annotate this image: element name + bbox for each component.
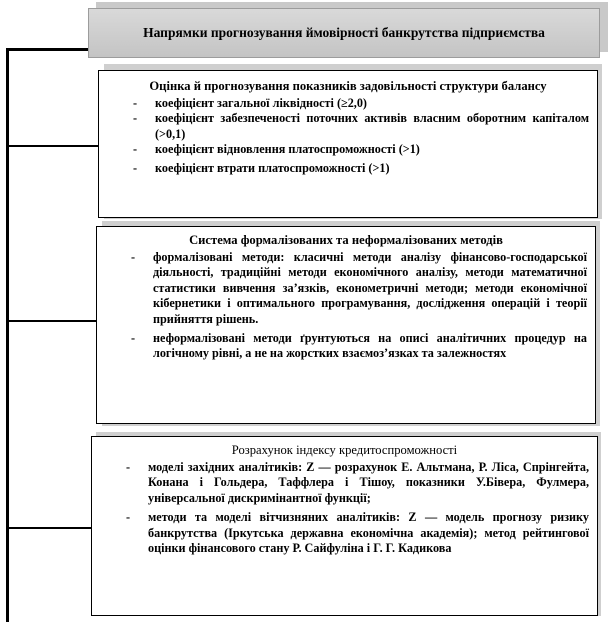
connector-line-vertical [6, 48, 9, 622]
panel-balance-structure [98, 70, 598, 218]
list-item: - коефіцієнт загальної ліквідності (≥2,0) [107, 96, 589, 111]
connector-line-panel-3 [6, 527, 98, 529]
panel-methods [96, 226, 596, 424]
panel-3-title: Розрахунок індексу кредитоспроможності [231, 443, 458, 457]
list-item: - методи та моделі вітчизняних аналітиків: Z — модель прогнозу ризику банкрутства (Іркутська державна економічна академія); метод рейтингової оцінки фінансового стану Р. Сайфуліна і Г. Г. Кадикова [100, 510, 589, 556]
header-face [88, 8, 600, 58]
list-item: - коефіцієнт втрати платоспроможності (>1) [107, 161, 589, 176]
panel-3-list [100, 460, 589, 556]
header-box [88, 8, 600, 58]
panel-2-title: Система формалізованих та неформалізованих методів [189, 233, 503, 247]
panel-1-title: Оцінка й прогнозування показників задовільності структури балансу [149, 79, 547, 93]
list-item: - формалізовані методи: класичні методи аналізу фінансово-господарської діяльності, традиційні методи економічного аналізу, методи математичної статистики вивчення за’язків, економетричні методи; методи економічної кібернетики і оптимального програмування, дослідження операцій і теорії прийняття рішень. [105, 250, 587, 327]
list-item: - коефіцієнт відновлення платоспроможності (>1) [107, 142, 589, 157]
connector-line-panel-2 [6, 320, 98, 322]
header-title: Напрямки прогнозування ймовірності банкрутства підприємства [143, 25, 545, 40]
list-item: - коефіцієнт забезпеченості поточних активів власним оборотним капіталом (>0,1) [107, 111, 589, 142]
list-item: - моделі західних аналітиків: Z — розрахунок Е. Альтмана, Р. Ліса, Спрінгейта, Конана і Гольдера, Таффлера і Тішоу, показники У.Бівера, Фулмера, універсальної дискримінантної функції; [100, 460, 589, 506]
panel-2-list [105, 250, 587, 362]
panel-1-list [107, 96, 589, 176]
panel-credit-index [91, 436, 598, 616]
connector-line-panel-1 [6, 145, 98, 147]
list-item: - неформалізовані методи ґрунтуються на описі аналітичних процедур на логічному рівні, а не на жорстких взаємоз’язках та залежностях [105, 331, 587, 362]
